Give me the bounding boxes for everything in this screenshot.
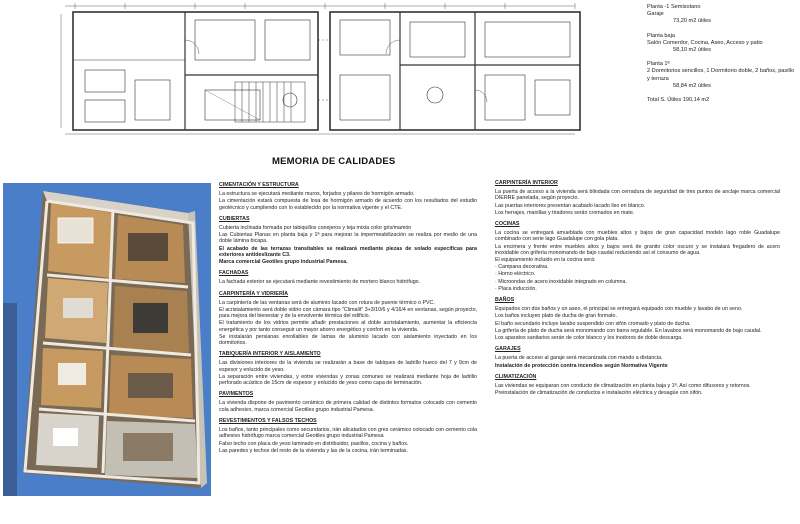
section-heading: TABIQUERÍA INTERIOR Y AISLAMIENTO	[219, 351, 321, 358]
section-text: La fachada exterior se ejecutará mediante revestimiento de mortero blanco hidrófugo.	[219, 279, 421, 286]
page-title: MEMORIA DE CALIDADES	[272, 156, 396, 167]
section-text: Preinstalación de climatización de conductos e instalación eléctrica y desagüe con sifón.	[495, 390, 703, 397]
section-text: Los aparatos sanitarios serán de color blanco y los inodoros de doble descarga.	[495, 335, 683, 342]
section-heading: PAVIMENTOS	[219, 391, 254, 398]
area-desc: Garaje	[647, 11, 664, 18]
area-block	[647, 33, 797, 55]
section-text: La puerta de acceso al garaje será mecanizada con mando a distancia.	[495, 355, 663, 362]
section-text: Las viviendas se equiparan con conducto de climatización en planta baja y 1ª. Así como difusores y retornos.	[495, 383, 751, 390]
section-text: Los baños, tanto principales como secundarios, irán alicatados con gres cerámico colocado con cemento cola adhesivo hidrófugo marca comercial Geotiles grupo industrial Pamesa	[219, 427, 477, 440]
section-text: El acristalamiento será doble vidrio con cámara tipo "Climalit" 3+3/10/6 y 4/16/4 en ventanas, según proyecto, para mejora del bienestar y de la envolvente térmica del edificio.	[219, 307, 477, 320]
section-revestimientos	[219, 418, 477, 454]
area-value: 58,10 m2 útiles	[673, 47, 711, 54]
section-text: La cimentación estará compuesta de losa de hormigón armado de acuerdo con los resultados del estudio geotécnico y cumpliendo con lo establecido por la normativa vigente y el CTE.	[219, 198, 477, 211]
area-desc: Salón Comerdor, Cocina, Aseo, Acceso y patio	[647, 39, 763, 46]
section-heading: FACHADAS	[219, 270, 249, 277]
section-cocinas	[495, 221, 780, 292]
section-heading: CLIMATIZACIÓN	[495, 373, 537, 380]
section-text: Equipados con dos baños y un aseo, el principal se entregará equipado con mueble y lavabo de un seno.	[495, 306, 743, 313]
section-text: Cubierta inclinada formada por tabiquillos conejeros y teja mixta color gris/mamón	[219, 225, 412, 232]
section-text: La grifería de plato de ducha será monomando con barra regulable. En lavabos será monomando de bajo caudal.	[495, 327, 762, 334]
section-text: La estructura se ejecutará mediante muros, forjados y pilares de hormigón armado.	[219, 191, 415, 198]
list-item: · Horno eléctrico.	[495, 271, 536, 278]
section-text: Las Cubiertas Planas en planta baja y 1ª para mejorar la impermeabilización se realiza por medio de una doble lámina bicapa.	[219, 232, 477, 245]
area-block	[647, 61, 797, 90]
section-text: La cocina se entregará amueblada con muebles altos y bajos de gran capacidad modelo lago roble Guadalupe combinado con serie lago Guadalupe con gola plata.	[495, 230, 780, 243]
section-heading: BAÑOS	[495, 297, 515, 304]
area-value: 73,20 m2 útiles	[673, 18, 711, 25]
quality-specs-left	[219, 182, 477, 459]
area-value: 58,84 m2 útiles	[673, 82, 711, 89]
section-text: La carpintería de las ventanas será de aluminio lacado con rotura de puente térmico o PVC.	[219, 299, 435, 306]
section-heading: CARPINTERÍA INTERIOR	[495, 180, 558, 186]
section-text: El equipamiento incluido en la cocina será:	[495, 257, 596, 264]
section-heading: REVESTIMIENTOS Y FALSOS TECHOS	[219, 417, 317, 424]
section-text: Se instalarán persianas enrollables de lamas de aluminio lacado con aislamiento inyectado en los dormitorios.	[219, 333, 477, 347]
area-title: Planta 1ª	[647, 61, 670, 68]
section-carpinteria-vidrieria	[219, 291, 477, 347]
section-pavimentos	[219, 391, 477, 413]
section-heading: CIMENTACIÓN Y ESTRUCTURA	[219, 182, 299, 188]
section-fachadas	[219, 270, 477, 285]
section-heading: CUBIERTAS	[219, 215, 250, 222]
section-text: Los herrajes, manillas y tiradores serán cromados en mate.	[495, 209, 635, 216]
section-text: La separación entre viviendas, y entre viviendas y zonas comunes se realizará mediante hoja de ladrillo perforado acústico de 15cm de espesor y enlucido de yeso como capa de terminación.	[219, 373, 477, 387]
section-banos	[495, 297, 780, 341]
section-garajes	[495, 346, 780, 369]
section-text: Marca comercial Geotiles grupo industrial Pamesa.	[219, 259, 348, 266]
house-3d-render	[3, 183, 211, 496]
floor-plan-drawing	[55, 0, 612, 140]
section-text: La vivienda dispone de pavimento cerámico de primera calidad de distintos formatos colocado con cemento cola adhesivo, marca comercial Geotiles grupo industrial Pamesa.	[219, 400, 477, 413]
section-text: La puerta de acceso a la vivienda será blindada con cerradura de seguridad de tres puntos de anclaje marca comercial DIERRE panelada, según proyecto.	[495, 189, 780, 202]
section-cimentacion	[219, 182, 477, 211]
section-carpinteria-interior	[495, 180, 780, 216]
section-text: El acabado de las terrazas transitables se realizará mediante piezas de solado específicas para exteriores antideslizante C3.	[219, 245, 477, 258]
quality-specs-right	[495, 180, 780, 401]
section-tabiqueria	[219, 351, 477, 386]
list-item: · Microondas de acero inoxidable integrado en columna.	[495, 278, 627, 285]
section-cubiertas	[219, 216, 477, 265]
section-heading: CARPINTERÍA Y VIDRIERÍA	[219, 290, 289, 297]
section-heading: GARAJES	[495, 346, 521, 353]
list-item: · Placa inducción.	[495, 285, 537, 292]
section-text: Las puertas interiores presentan acabado lacado liso en blanco.	[495, 202, 646, 209]
section-text: Los baños incluyen plato de ducha de gran formato.	[495, 313, 617, 320]
section-text: La encimera y frente entre muebles altos y bajos será de granito color oscuro y se instalará fregadero de acero inoxidable con grifería monomando de bajo caudal reduciendo así el consumo de agua.	[495, 243, 780, 256]
section-heading: COCINAS	[495, 221, 520, 228]
area-desc: 2 Dormitorios sencillos, 1 Dormitorio doble, 2 baños, pasillo y terraza	[647, 68, 795, 82]
area-title: Planta -1 Semisotano	[647, 4, 701, 10]
area-title: Planta baja	[647, 32, 675, 39]
section-text: Instalación de protección contra incendios según Normativa Vigente	[495, 362, 668, 369]
list-item: · Campana decorativa.	[495, 264, 549, 271]
section-climatizacion	[495, 374, 780, 397]
section-text: Falso techo con placa de yeso laminado en distribuidor, pasillos, cocina y baños.	[219, 440, 409, 447]
section-text: El tratamiento de los vidrios permite añadir prestaciones al doble acristalamiento, aumentar la eficiencia energética y por tanto conseguir un mayor ahorro energético y confort en la vivienda.	[219, 320, 477, 333]
section-text: El baño secundario incluye lavabo suspendido con sifón cromado y plato de ducha.	[495, 320, 691, 327]
total-area: Total S. Útiles 190,14 m2	[647, 97, 710, 104]
section-text: Las divisiones interiores de la vivienda se realizarán a base de tabiques de ladrillo hueco del 7 y 9cm de espesor y enlucido de yeso.	[219, 360, 477, 373]
section-text: Las paredes y techos del resto de la vivienda y las de la cocina, irán terminadas.	[219, 447, 409, 454]
surface-areas	[647, 4, 797, 104]
area-block	[647, 4, 797, 26]
